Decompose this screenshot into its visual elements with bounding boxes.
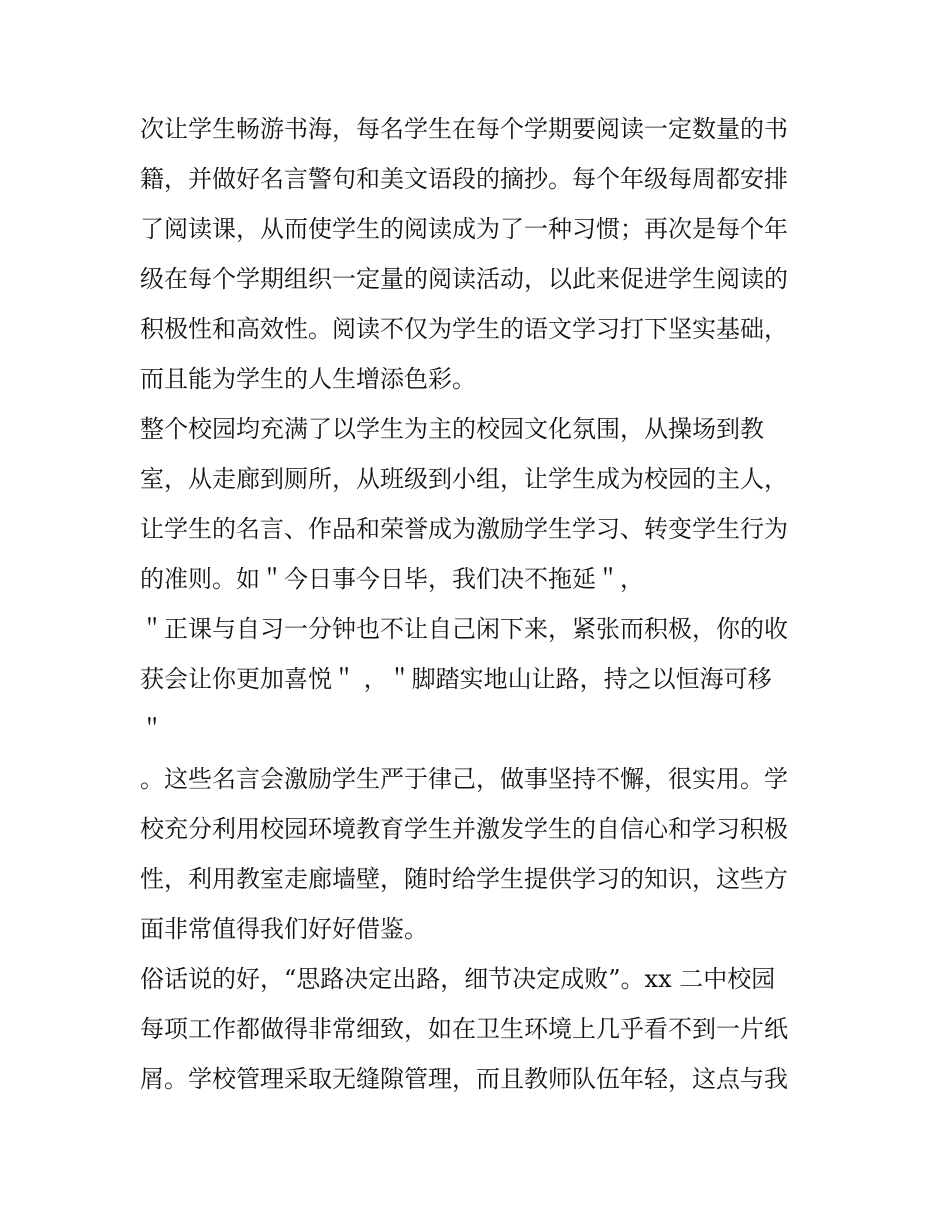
text-line: 积极性和高效性。阅读不仅为学生的语文学习打下坚实基础，: [140, 315, 788, 343]
text-line: 性，利用教室走廊墙壁，随时给学生提供学习的知识，这些方: [140, 865, 788, 893]
text-line: 的准则。如＂今日事今日毕，我们决不拖延＂，: [140, 565, 644, 593]
text-line: 屑。学校管理采取无缝隙管理，而且教师队伍年轻，这点与我: [140, 1065, 788, 1093]
text-line: 而且能为学生的人生增添色彩。: [140, 365, 476, 393]
text-line: 整个校园均充满了以学生为主的校园文化氛围，从操场到教: [140, 415, 764, 443]
text-line: 了阅读课，从而使学生的阅读成为了一种习惯；再次是每个年: [140, 215, 788, 243]
text-line: 面非常值得我们好好借鉴。: [140, 915, 428, 943]
text-line: 每项工作都做得非常细致，如在卫生环境上几乎看不到一片纸: [140, 1015, 788, 1043]
document-body: [140, 104, 830, 1104]
text-line: 籍，并做好名言警句和美文语段的摘抄。每个年级每周都安排: [140, 165, 788, 193]
text-line: 次让学生畅游书海，每名学生在每个学期要阅读一定数量的书: [140, 115, 788, 143]
text-line: 级在每个学期组织一定量的阅读活动，以此来促进学生阅读的: [140, 265, 788, 293]
text-line: 室，从走廊到厕所，从班级到小组，让学生成为校园的主人，: [140, 465, 788, 493]
text-line: ＂: [140, 715, 164, 743]
text-line: 让学生的名言、作品和荣誉成为激励学生学习、转变学生行为: [140, 515, 788, 543]
text-line: 俗话说的好，“思路决定出路，细节决定成败”。xx 二中校园: [140, 965, 776, 993]
text-line: ＂正课与自习一分钟也不让自己闲下来，紧张而积极，你的收: [140, 615, 788, 643]
text-line: 获会让你更加喜悦＂ ，＂脚踏实地山让路，持之以恒海可移: [140, 665, 772, 693]
text-line: 校充分利用校园环境教育学生并激发学生的自信心和学习积极: [140, 815, 788, 843]
text-line: 。这些名言会激励学生严于律己，做事坚持不懈，很实用。学: [140, 765, 788, 793]
